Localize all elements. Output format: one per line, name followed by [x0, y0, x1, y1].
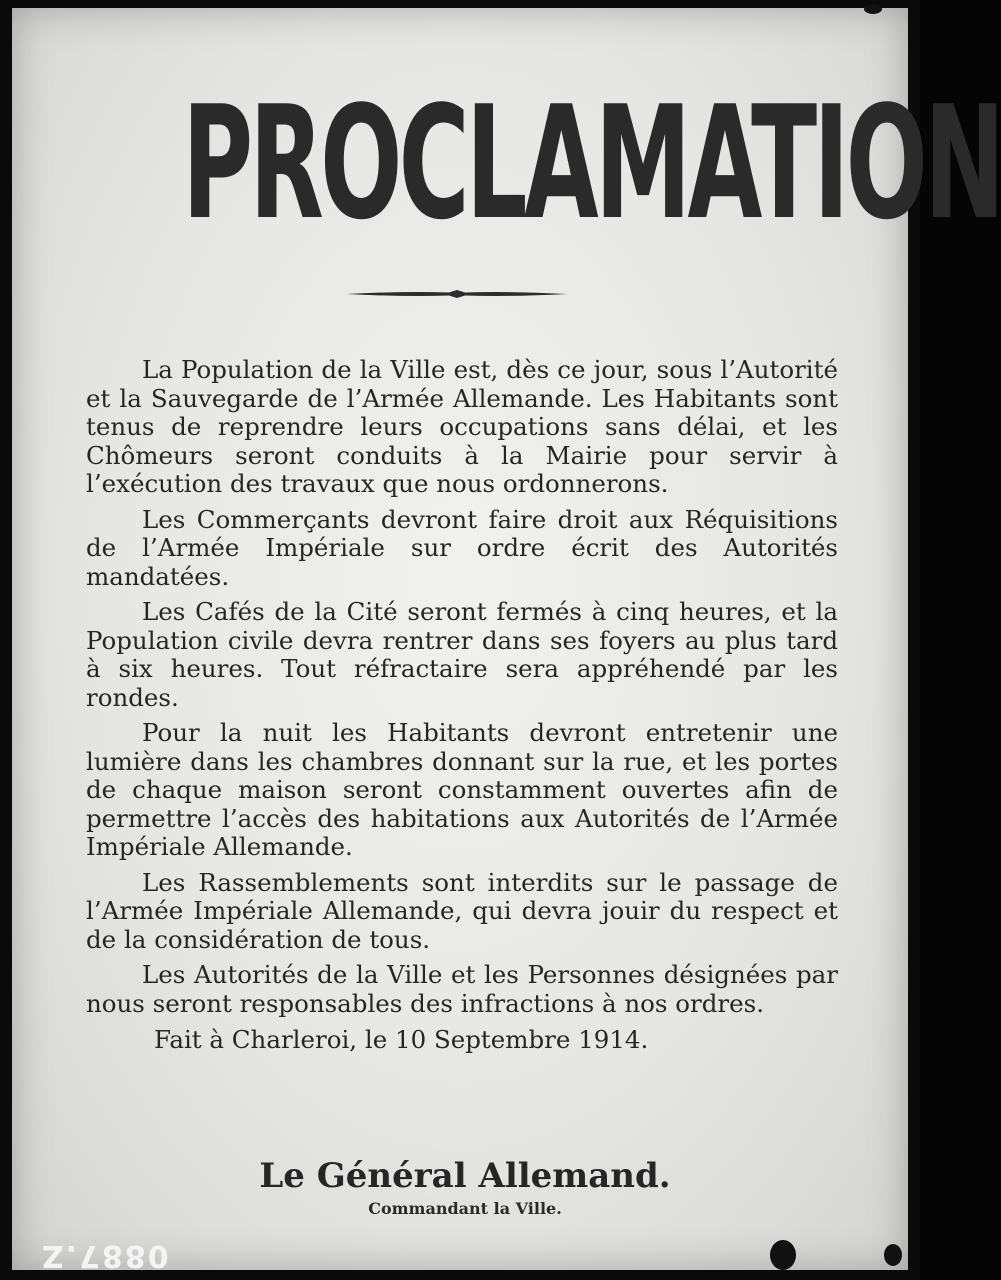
- ornament-divider: [345, 287, 569, 301]
- signature: Le Général Allemand.: [259, 1156, 671, 1196]
- corner-hole-mark: [864, 4, 882, 14]
- proclamation-poster: [12, 8, 1001, 1273]
- signature-subtitle: Commandant la Ville.: [368, 1199, 562, 1218]
- corner-hole-mark: [884, 1244, 902, 1266]
- paragraph-authority: La Population de la Ville est, dès ce jour, sous l’Autorité et la Sauvegarde de l’Armée Allemande. Les Habitants sont tenus de reprendre leurs occupations sans délai, et les Chômeurs seront conduits à la Mairie pour servir à l’exécution des travaux que nous ordonnerons.: [86, 355, 838, 498]
- paragraph-gatherings: Les Rassemblements sont interdits sur le passage de l’Armée Impériale Allemande, qui devra jouir du respect et de la considération de tous.: [86, 867, 838, 954]
- poster-title: PROCLAMATION: [182, 72, 1001, 254]
- paragraph-merchants: Les Commerçants devront faire droit aux Réquisitions de l’Armée Impériale sur ordre écrit des Autorités mandatées.: [86, 504, 838, 591]
- proclamation-body: [86, 356, 838, 1055]
- paragraph-cafes: Les Cafés de la Cité seront fermés à cinq heures, et la Population civile devra rentrer dans ses foyers au plus tard à six heures. Tout réfractaire sera appréhendé par les rondes.: [86, 597, 838, 712]
- place-and-date: Fait à Charleroi, le 10 Septembre 1914.: [154, 1025, 649, 1054]
- paragraph-responsibility: Les Autorités de la Ville et les Personnes désignées par nous seront responsables des infractions à nos ordres.: [86, 960, 838, 1018]
- paragraph-night: Pour la nuit les Habitants devront entretenir une lumière dans les chambres donnant sur la rue, et les portes de chaque maison seront constamment ouvertes afin de permettre l’accès des habitations aux Autorités de l’Armée Impériale Allemande.: [86, 718, 838, 861]
- corner-hole-mark: [770, 1240, 796, 1270]
- plate-number: 0887.Z: [40, 1238, 169, 1273]
